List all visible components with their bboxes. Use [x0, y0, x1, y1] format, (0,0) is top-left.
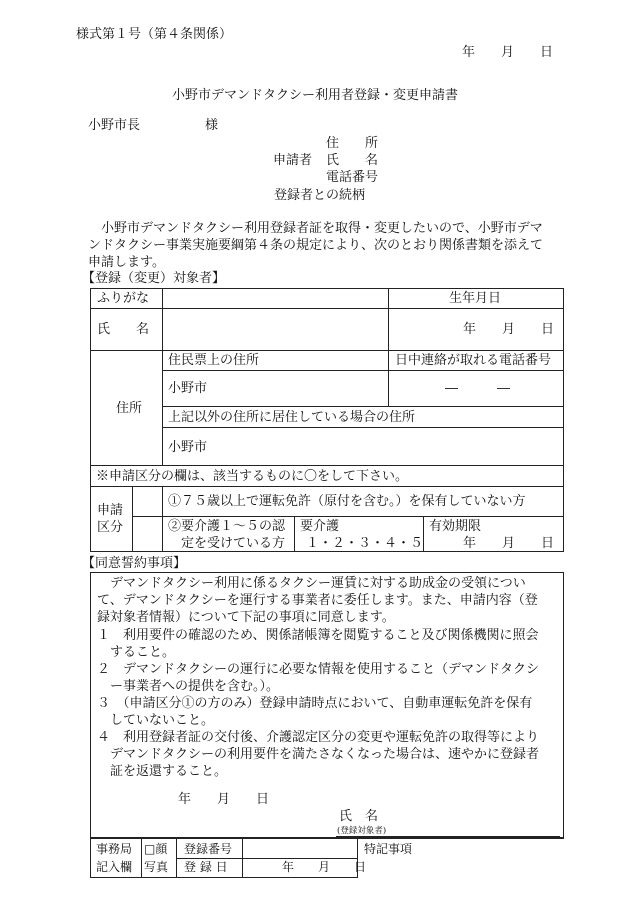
consent-line-1: デマンドタクシー利用に係るタクシー運賃に対する助成金の受領につい	[97, 576, 526, 591]
relation-label: 登録者との続柄	[274, 188, 366, 203]
intro-line-1: 小野市デマンドタクシー利用登録者証を取得・変更したいので、小野市デマ	[88, 221, 543, 236]
intro-line-2: ンドタクシー事業実施要綱第４条の規定により、次のとおり関係書類を添えて	[88, 238, 544, 253]
consent-line-8: ３ （申請区分①の方のみ）登録申請時点において、自動車運転免許を保有	[97, 696, 533, 711]
furigana-label: ふりがな	[97, 291, 150, 306]
consent-line-3: 録対象者情報）について下記の事項に同意します。	[97, 610, 395, 625]
registration-date-label: 登 録 日	[184, 860, 228, 874]
signature-line	[336, 836, 560, 837]
consent-date: 年 月 日	[178, 792, 270, 807]
target-name-field[interactable]	[166, 312, 384, 346]
option1-mark-cell[interactable]	[136, 490, 158, 512]
city-prefix-registered: 小野市	[168, 381, 208, 396]
registration-number-label: 登録番号	[184, 842, 233, 856]
consent-line-12: 証を返還すること。	[97, 764, 228, 779]
address-label: 住所	[116, 401, 143, 416]
signature-field[interactable]	[380, 809, 556, 827]
consent-line-11: デマンドタクシーの利用要件を満たさなくなった場合は、速やかに登録者	[97, 747, 540, 762]
office-label-1: 事務局	[96, 842, 133, 856]
special-notes-field[interactable]	[364, 858, 560, 876]
consent-line-4: １ 利用要件の確認のため、関係諸帳簿を閲覧すること及び関係機関に照会	[97, 628, 539, 643]
option-2-text-line-1: ②要介護１～５の認	[168, 519, 286, 534]
target-section-heading: 【登録（変更）対象者】	[82, 271, 226, 286]
other-address-label: 上記以外の住所に居住している場合の住所	[168, 410, 416, 425]
validity-date: 年 月 日	[463, 536, 555, 551]
submission-date: 年 月 日	[462, 45, 554, 60]
page-title: 小野市デマンドタクシー利用者登録・変更申請書	[171, 88, 458, 103]
care-level-label: 要介護	[300, 519, 340, 534]
option-1-text: ①７５歳以上で運転免許（原付を含む。）を保有していない方	[168, 494, 526, 509]
option2-mark-cell[interactable]	[136, 520, 158, 548]
form-number: 様式第１号（第４条関係）	[76, 27, 233, 42]
care-level-options: １・２・３・４・５	[306, 536, 424, 551]
consent-line-10: ４ 利用登録者証の交付後、介護認定区分の変更や運転免許の取得等により	[97, 730, 540, 745]
applicant-name-label: 氏 名	[326, 153, 379, 168]
city-prefix-other: 小野市	[168, 440, 208, 455]
intro-line-3: 申請します。	[88, 255, 165, 270]
consent-line-9: していないこと。	[97, 713, 215, 728]
birthdate-label: 生年月日	[449, 291, 502, 306]
furigana-field[interactable]	[166, 291, 384, 307]
signature-label: 氏 名	[339, 809, 379, 824]
category-label-1: 申請	[97, 503, 124, 518]
consent-line-7: ー事業者への提供を含む。）。	[97, 679, 280, 694]
photo-checkbox-label: □顔	[144, 842, 168, 856]
photo-label: 写真	[144, 860, 169, 874]
signature-sub-label: (登録対象者)	[337, 826, 387, 836]
registration-date-value: 年 月 日	[282, 860, 367, 874]
consent-line-5: すること。	[97, 645, 176, 660]
consent-line-2: て、デマンドタクシーを運行する事業者に委任します。また、申請内容（登	[97, 593, 538, 608]
birthdate-value: 年 月 日	[463, 322, 555, 337]
validity-label: 有効期限	[429, 519, 482, 534]
applicant-address-label: 住 所	[326, 136, 379, 151]
special-notes-label: 特記事項	[364, 842, 413, 856]
consent-heading: 【同意誓約事項】	[82, 556, 187, 571]
consent-line-6: ２ デマンドタクシーの運行に必要な情報を使用すること（デマンドタクシ	[97, 662, 540, 677]
phone-dashes: ― ―	[445, 381, 511, 396]
applicant-phone-label: 電話番号	[326, 170, 379, 185]
day-phone-label: 日中連絡が取れる電話番号	[395, 353, 552, 368]
registration-number-field[interactable]	[246, 841, 354, 856]
category-label-2: 区分	[97, 520, 124, 535]
category-note: ※申請区分の欄は、該当するものに〇をして下さい。	[96, 469, 409, 484]
addressee: 小野市長 様	[88, 118, 219, 133]
registered-address-label: 住民票上の住所	[168, 353, 260, 368]
office-label-2: 記入欄	[96, 860, 133, 874]
applicant-label: 申請者	[273, 153, 313, 168]
option-2-text-line-2: 定を受けている方	[168, 536, 286, 551]
target-name-label: 氏 名	[97, 322, 150, 337]
